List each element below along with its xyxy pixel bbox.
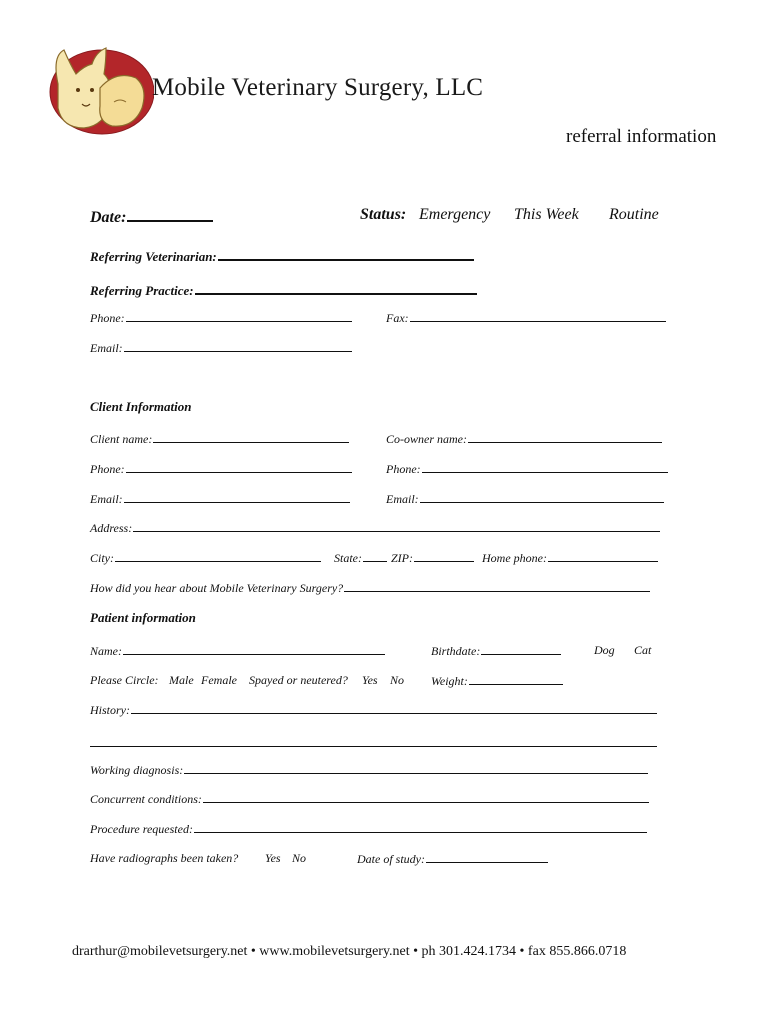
birthdate-label: Birthdate: bbox=[431, 644, 481, 658]
state-line[interactable] bbox=[363, 550, 387, 562]
status-this-week[interactable]: This Week bbox=[514, 206, 579, 223]
zip-line[interactable] bbox=[414, 550, 474, 562]
species-dog[interactable]: Dog bbox=[594, 643, 615, 657]
co-owner-phone-field[interactable] bbox=[386, 461, 668, 477]
weight-field[interactable] bbox=[431, 673, 563, 689]
sex-male[interactable]: Male bbox=[169, 673, 194, 687]
address-field[interactable] bbox=[90, 520, 660, 536]
spayed-yes[interactable]: Yes bbox=[362, 673, 378, 687]
client-name-field[interactable] bbox=[90, 431, 349, 447]
referring-practice-label: Referring Practice: bbox=[90, 283, 194, 298]
referral-fax-label: Fax: bbox=[386, 311, 409, 325]
client-name-line[interactable] bbox=[153, 431, 349, 443]
status-emergency[interactable]: Emergency bbox=[419, 206, 491, 223]
patient-name-label: Name: bbox=[90, 644, 122, 658]
state-field[interactable] bbox=[334, 550, 387, 566]
spayed-no[interactable]: No bbox=[390, 673, 405, 687]
radiographs-label: Have radiographs been taken? bbox=[90, 851, 239, 865]
client-email-field[interactable] bbox=[90, 491, 350, 507]
sex-female[interactable]: Female bbox=[201, 673, 237, 687]
species-cat[interactable]: Cat bbox=[634, 643, 652, 657]
working-diagnosis-label: Working diagnosis: bbox=[90, 763, 184, 777]
patient-name-field[interactable] bbox=[90, 643, 385, 659]
referral-phone-line[interactable] bbox=[126, 310, 352, 322]
date-of-study-label: Date of study: bbox=[357, 852, 425, 866]
referral-fax-field[interactable] bbox=[386, 310, 666, 326]
concurrent-conditions-line[interactable] bbox=[203, 791, 649, 803]
co-owner-email-field[interactable] bbox=[386, 491, 664, 507]
client-phone-line[interactable] bbox=[126, 461, 352, 473]
date-line[interactable] bbox=[127, 206, 213, 222]
city-line[interactable] bbox=[115, 550, 321, 562]
spayed-label: Spayed or neutered? bbox=[249, 673, 348, 687]
date-of-study-field[interactable] bbox=[357, 851, 548, 867]
referring-vet-field[interactable] bbox=[90, 245, 474, 265]
birthdate-line[interactable] bbox=[481, 643, 561, 655]
status-routine[interactable]: Routine bbox=[609, 206, 659, 223]
please-circle-label: Please Circle: bbox=[90, 673, 159, 687]
hear-about-line[interactable] bbox=[344, 580, 650, 592]
client-email-line[interactable] bbox=[124, 491, 350, 503]
client-email-label: Email: bbox=[90, 492, 123, 506]
patient-section-title: Patient information bbox=[90, 610, 196, 625]
client-section-title: Client Information bbox=[90, 399, 192, 414]
address-label: Address: bbox=[90, 521, 133, 535]
procedure-requested-field[interactable] bbox=[90, 821, 647, 837]
home-phone-line[interactable] bbox=[548, 550, 658, 562]
concurrent-conditions-field[interactable] bbox=[90, 791, 649, 807]
patient-name-line[interactable] bbox=[123, 643, 385, 655]
referral-phone-label: Phone: bbox=[90, 311, 125, 325]
referring-vet-line[interactable] bbox=[218, 245, 474, 261]
zip-label: ZIP: bbox=[391, 551, 413, 565]
footer-contact: drarthur@mobilevetsurgery.net • www.mobilevetsurgery.net • ph 301.424.1734 • fax 855.866.0718 bbox=[72, 944, 627, 959]
working-diagnosis-field[interactable] bbox=[90, 762, 648, 778]
client-phone-field[interactable] bbox=[90, 461, 352, 477]
history-label: History: bbox=[90, 703, 130, 717]
home-phone-label: Home phone: bbox=[482, 551, 547, 565]
radiographs-yes[interactable]: Yes bbox=[265, 851, 281, 865]
co-owner-email-label: Email: bbox=[386, 492, 419, 506]
co-owner-phone-label: Phone: bbox=[386, 462, 421, 476]
address-line[interactable] bbox=[133, 520, 660, 532]
referring-practice-line[interactable] bbox=[195, 279, 477, 295]
page-subtitle: referral information bbox=[566, 126, 717, 147]
home-phone-field[interactable] bbox=[482, 550, 658, 566]
hear-about-label: How did you hear about Mobile Veterinary Surgery? bbox=[90, 581, 344, 595]
date-field[interactable] bbox=[90, 206, 213, 227]
concurrent-conditions-label: Concurrent conditions: bbox=[90, 792, 202, 806]
referral-fax-line[interactable] bbox=[410, 310, 666, 322]
history-line[interactable] bbox=[131, 702, 657, 714]
zip-field[interactable] bbox=[391, 550, 474, 566]
referral-email-field[interactable] bbox=[90, 340, 352, 356]
history-line-2[interactable] bbox=[90, 746, 657, 747]
client-phone-label: Phone: bbox=[90, 462, 125, 476]
referral-phone-field[interactable] bbox=[90, 310, 352, 326]
referring-practice-field[interactable] bbox=[90, 279, 477, 299]
procedure-requested-line[interactable] bbox=[194, 821, 647, 833]
co-owner-email-line[interactable] bbox=[420, 491, 664, 503]
working-diagnosis-line[interactable] bbox=[184, 762, 648, 774]
radiographs-no[interactable]: No bbox=[292, 851, 307, 865]
co-owner-field[interactable] bbox=[386, 431, 662, 447]
city-field[interactable] bbox=[90, 550, 321, 566]
company-name: Mobile Veterinary Surgery, LLC bbox=[152, 74, 484, 101]
co-owner-line[interactable] bbox=[468, 431, 662, 443]
weight-line[interactable] bbox=[469, 673, 563, 685]
company-logo bbox=[44, 44, 154, 140]
referral-email-label: Email: bbox=[90, 341, 123, 355]
procedure-requested-label: Procedure requested: bbox=[90, 822, 193, 836]
state-label: State: bbox=[334, 551, 362, 565]
co-owner-phone-line[interactable] bbox=[422, 461, 668, 473]
co-owner-label: Co-owner name: bbox=[386, 432, 467, 446]
referring-vet-label: Referring Veterinarian: bbox=[90, 249, 217, 264]
weight-label: Weight: bbox=[431, 674, 468, 688]
client-name-label: Client name: bbox=[90, 432, 153, 446]
history-field[interactable] bbox=[90, 702, 657, 718]
date-of-study-line[interactable] bbox=[426, 851, 548, 863]
referral-email-line[interactable] bbox=[124, 340, 352, 352]
city-label: City: bbox=[90, 551, 114, 565]
birthdate-field[interactable] bbox=[431, 643, 561, 659]
hear-about-field[interactable] bbox=[90, 580, 650, 596]
date-label: Date: bbox=[90, 209, 127, 226]
status-label: Status: bbox=[360, 206, 407, 223]
